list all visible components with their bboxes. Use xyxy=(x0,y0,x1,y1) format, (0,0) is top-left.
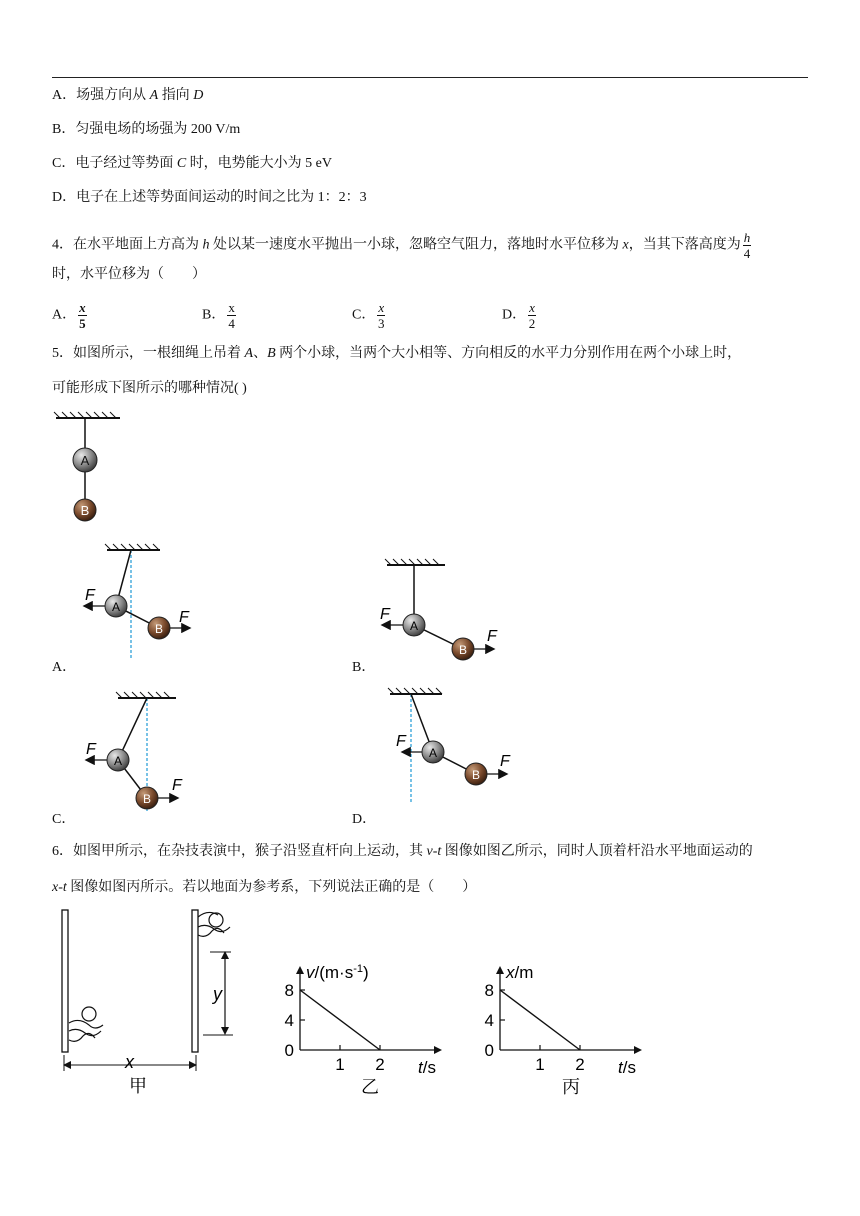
svg-text:F: F xyxy=(172,777,182,794)
yi-xtick-label-0: 1 xyxy=(335,1055,345,1074)
svg-text:F: F xyxy=(86,741,96,758)
ball-a-label: A xyxy=(80,453,90,468)
q3-option-c[interactable]: C．电子经过等势面 C 时，电势能大小为 5 eV xyxy=(52,156,333,171)
ball-b-label: B xyxy=(80,503,90,518)
yi-xtick-label-1: 2 xyxy=(375,1055,385,1074)
svg-text:B: B xyxy=(471,768,481,782)
svg-text:F: F xyxy=(179,609,189,626)
q5-option-b-label[interactable]: B． xyxy=(352,660,376,675)
q4-fraction: $\frac{h}{4}$ xyxy=(743,230,751,261)
svg-text:F: F xyxy=(500,753,510,770)
bing-caption: 丙 xyxy=(562,1077,580,1097)
yi-ytick-label-2: 0 xyxy=(284,1041,294,1060)
svg-text:A: A xyxy=(428,746,438,760)
q5-figure-a xyxy=(75,540,215,665)
q4-option-d[interactable]: D． $\frac{x}{2}$ xyxy=(502,300,536,331)
svg-text:B: B xyxy=(458,643,468,657)
q4-stem-line2: 时，水平位移为（ ） xyxy=(52,267,206,282)
svg-text:F: F xyxy=(380,606,390,623)
q6-stem-line1: 6．如图甲所示，在杂技表演中，猴子沿竖直杆向上运动，其 v-t 图像如图乙所示，同时人顶着杆沿水平地面运动的 xyxy=(52,844,753,859)
q3-option-b[interactable]: B．匀强电场的场强为 200 V/m xyxy=(52,122,241,137)
bing-ytick-label-2: 0 xyxy=(484,1041,494,1060)
q4-option-b[interactable]: B． $\frac{x}{4}$ xyxy=(202,300,235,331)
bing-ytick-label-0: 8 xyxy=(484,981,494,1000)
svg-text:A: A xyxy=(409,619,419,633)
yi-x-axis-label: t/s xyxy=(418,1058,436,1077)
yi-y-axis-label: $v/(m\cdot s^{-1})$ xyxy=(306,963,369,982)
bing-series-line xyxy=(500,990,580,1050)
yi-caption: 乙 xyxy=(361,1077,379,1097)
q6-figure-yi xyxy=(270,960,460,1100)
q5-stem-line1: 5．如图所示，一根细绳上吊着 A、B 两个小球，当两个大小相等、方向相反的水平力分别作用在两个小球上时， xyxy=(52,346,742,361)
q6-figure-jia xyxy=(55,905,245,1095)
header-rule xyxy=(52,77,808,78)
q3-option-a[interactable]: A．场强方向从 A 指向 D xyxy=(52,88,204,103)
jia-x-label: x xyxy=(125,1052,134,1072)
yi-series-line xyxy=(300,990,380,1050)
jia-y-label: y xyxy=(213,984,222,1004)
q5-option-a-label[interactable]: A． xyxy=(52,660,77,675)
bing-xtick-label-1: 2 xyxy=(575,1055,585,1074)
q6-figure-bing xyxy=(470,960,660,1100)
svg-text:F: F xyxy=(487,628,497,645)
q5-figure-d xyxy=(380,684,530,808)
q4-option-c[interactable]: C． $\frac{x}{3}$ xyxy=(352,300,385,331)
q6-stem-line2: x-t 图像如图丙所示。若以地面为参考系，下列说法正确的是（ ） xyxy=(52,880,477,895)
q5-initial-figure xyxy=(50,410,140,530)
svg-text:A: A xyxy=(111,600,121,614)
bing-x-axis-label: t/s xyxy=(618,1058,636,1077)
q5-figure-b xyxy=(375,555,515,665)
svg-text:F: F xyxy=(396,733,406,750)
jia-caption: 甲 xyxy=(129,1076,147,1096)
bing-y-axis-label: x/m xyxy=(506,963,534,982)
monkey-bottom-icon xyxy=(69,1007,103,1041)
svg-text:F: F xyxy=(85,587,95,604)
svg-text:B: B xyxy=(154,622,164,636)
q5-option-c-label[interactable]: C． xyxy=(52,812,76,827)
yi-ytick-label-1: 4 xyxy=(284,1011,294,1030)
bing-ytick-label-1: 4 xyxy=(484,1011,494,1030)
bing-xtick-label-0: 1 xyxy=(535,1055,545,1074)
q5-figure-c xyxy=(78,688,218,818)
yi-ytick-label-0: 8 xyxy=(284,981,294,1000)
q5-option-d-label[interactable]: D． xyxy=(352,812,377,827)
q4-option-a[interactable]: A． $\frac{x}{5}$ xyxy=(52,300,86,331)
q4-stem-line1: 4．在水平地面上方高为 h 处以某一速度水平抛出一小球，忽略空气阻力，落地时水平位移为 x，当其下落高度为 $\frac{h}{4}$ xyxy=(52,230,751,261)
q5-stem-line2: 可能形成下图所示的哪种情况( ) xyxy=(52,381,247,396)
svg-text:A: A xyxy=(113,754,123,768)
svg-text:B: B xyxy=(142,792,152,806)
q3-option-d[interactable]: D．电子在上述等势面间运动的时间之比为 1：2：3 xyxy=(52,190,367,205)
monkey-top-icon xyxy=(198,912,230,936)
